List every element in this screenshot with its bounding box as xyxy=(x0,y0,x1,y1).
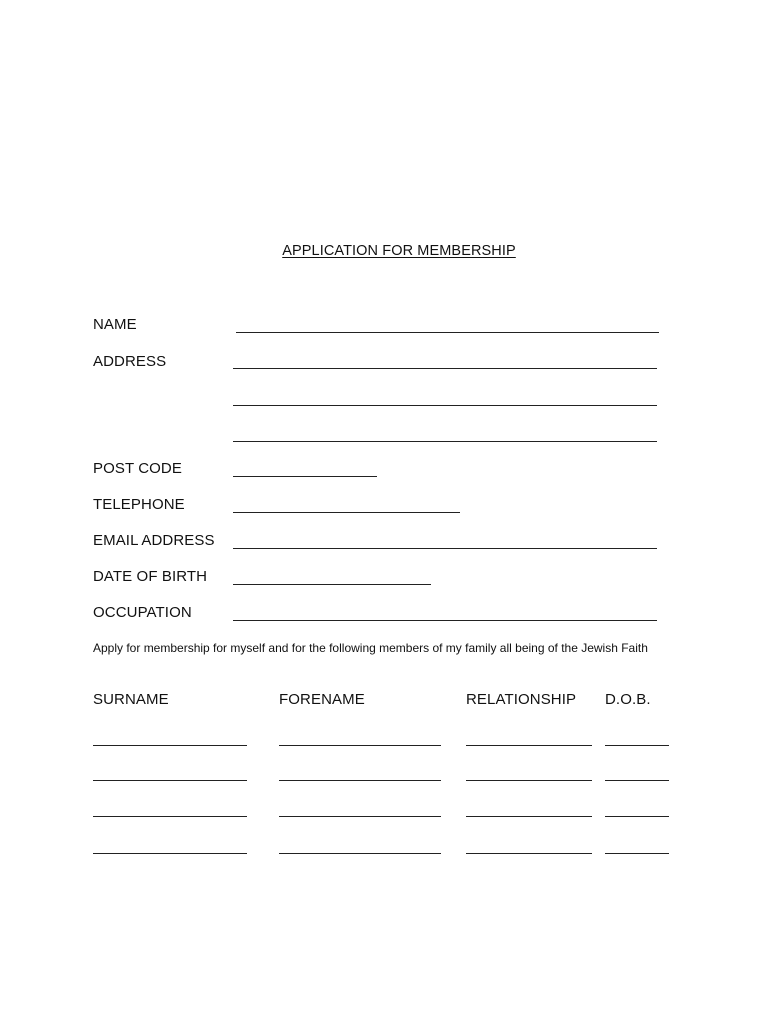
email-label: EMAIL ADDRESS xyxy=(93,532,215,549)
name-label: NAME xyxy=(93,316,137,333)
surname-line[interactable] xyxy=(93,816,247,817)
surname-header: SURNAME xyxy=(93,691,169,708)
forename-line[interactable] xyxy=(279,780,441,781)
dob-line[interactable] xyxy=(605,853,669,854)
family-note: Apply for membership for myself and for the following members of my family all being of the Jewish Faith xyxy=(93,641,648,655)
surname-line[interactable] xyxy=(93,853,247,854)
forename-header: FORENAME xyxy=(279,691,365,708)
dob-header: D.O.B. xyxy=(605,691,651,708)
surname-line[interactable] xyxy=(93,780,247,781)
dob-line[interactable] xyxy=(233,584,431,585)
relationship-line[interactable] xyxy=(466,816,592,817)
surname-line[interactable] xyxy=(93,745,247,746)
address-label: ADDRESS xyxy=(93,353,167,370)
occupation-line[interactable] xyxy=(233,620,657,621)
email-line[interactable] xyxy=(233,548,657,549)
dob-label: DATE OF BIRTH xyxy=(93,568,208,585)
post-code-label: POST CODE xyxy=(93,460,182,477)
forename-line[interactable] xyxy=(279,853,441,854)
relationship-line[interactable] xyxy=(466,780,592,781)
form-title: APPLICATION FOR MEMBERSHIP xyxy=(282,243,516,259)
address-line-1[interactable] xyxy=(233,368,657,369)
forename-line[interactable] xyxy=(279,745,441,746)
relationship-line[interactable] xyxy=(466,853,592,854)
dob-line[interactable] xyxy=(605,816,669,817)
occupation-label: OCCUPATION xyxy=(93,604,192,621)
post-code-line[interactable] xyxy=(233,476,377,477)
telephone-label: TELEPHONE xyxy=(93,496,185,513)
relationship-line[interactable] xyxy=(466,745,592,746)
relationship-header: RELATIONSHIP xyxy=(466,691,577,708)
dob-line[interactable] xyxy=(605,745,669,746)
forename-line[interactable] xyxy=(279,816,441,817)
telephone-line[interactable] xyxy=(233,512,460,513)
name-line[interactable] xyxy=(236,332,659,333)
dob-line[interactable] xyxy=(605,780,669,781)
address-line-2[interactable] xyxy=(233,405,657,406)
address-line-3[interactable] xyxy=(233,441,657,442)
